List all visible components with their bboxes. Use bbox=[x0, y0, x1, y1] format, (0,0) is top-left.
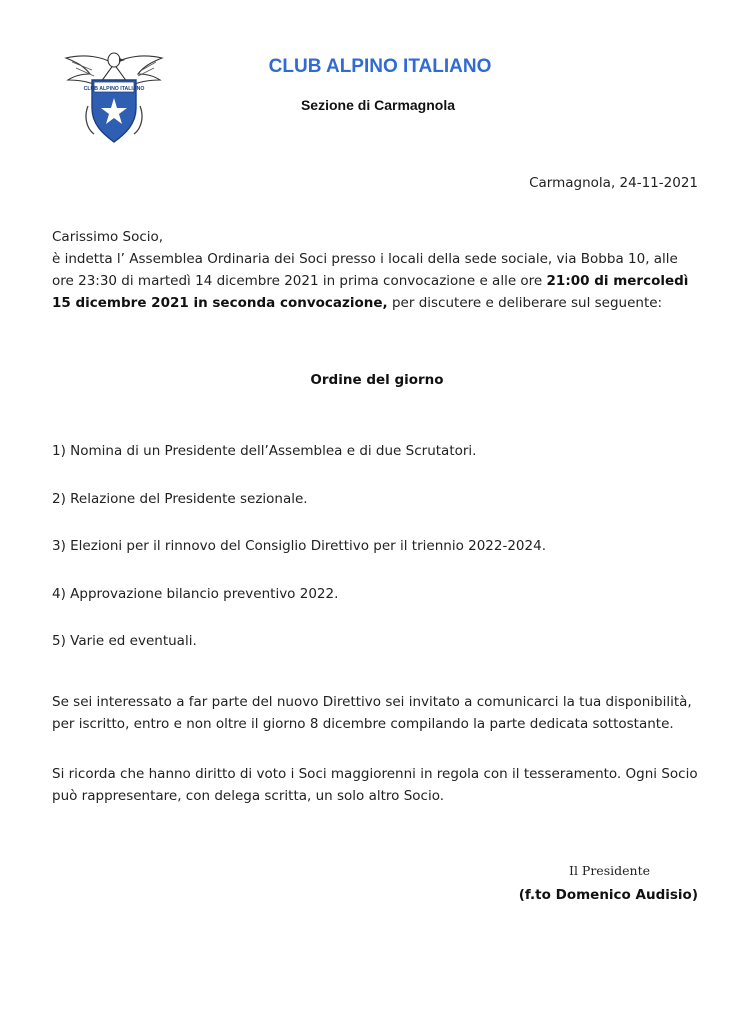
intro-text-end: per discutere e deliberare sul seguente: bbox=[387, 295, 663, 311]
signature-role: Il Presidente bbox=[569, 863, 650, 878]
salutation: Carissimo Socio, bbox=[52, 229, 164, 245]
date-line: Carmagnola, 24-11-2021 bbox=[529, 175, 698, 191]
org-title: CLUB ALPINO ITALIANO bbox=[268, 56, 492, 77]
cai-eagle-shield-icon bbox=[62, 46, 166, 146]
agenda-item: 3) Elezioni per il rinnovo del Consiglio Direttivo per il triennio 2022-2024. bbox=[52, 538, 546, 554]
agenda-item: 4) Approvazione bilancio preventivo 2022. bbox=[52, 585, 339, 602]
agenda-list bbox=[52, 440, 702, 678]
voting-rights-paragraph: Si ricorda che hanno diritto di voto i Soci maggiorenni in regola con il tesseramento. Ogni Socio può rappresentare, con delega scritta, un solo altro Socio. bbox=[52, 766, 698, 804]
agenda-item: 1) Nomina di un Presidente dell’Assemblea e di due Scrutatori. bbox=[52, 443, 477, 459]
signature-name: (f.to Domenico Audisio) bbox=[518, 887, 698, 903]
candidacy-paragraph: Se sei interessato a far parte del nuovo Direttivo sei invitato a comunicarci la tua disponibilità, per iscritto, entro e non oltre il giorno 8 dicembre compilando la parte dedicata sottostante. bbox=[52, 694, 692, 732]
agenda-item: 2) Relazione del Presidente sezionale. bbox=[52, 490, 308, 507]
logo-text: CLUB ALPINO ITALIANO bbox=[83, 86, 145, 92]
intro-bold-text: 21:00 di mercoledì 15 dicembre 2021 in seconda convocazione, bbox=[52, 273, 689, 311]
intro-text: è indetta l’ Assemblea Ordinaria dei Soci presso i locali della sede sociale, via Bobba 10, alle ore 23:30 di martedì 14 dicembre 2021 in prima convocazione e alle ore bbox=[52, 251, 678, 289]
org-subtitle: Sezione di Carmagnola bbox=[300, 97, 456, 113]
agenda-title: Ordine del giorno bbox=[310, 372, 444, 388]
signature-block bbox=[498, 860, 698, 906]
agenda-item: 5) Varie ed eventuali. bbox=[52, 633, 197, 649]
intro-paragraph bbox=[52, 248, 702, 314]
